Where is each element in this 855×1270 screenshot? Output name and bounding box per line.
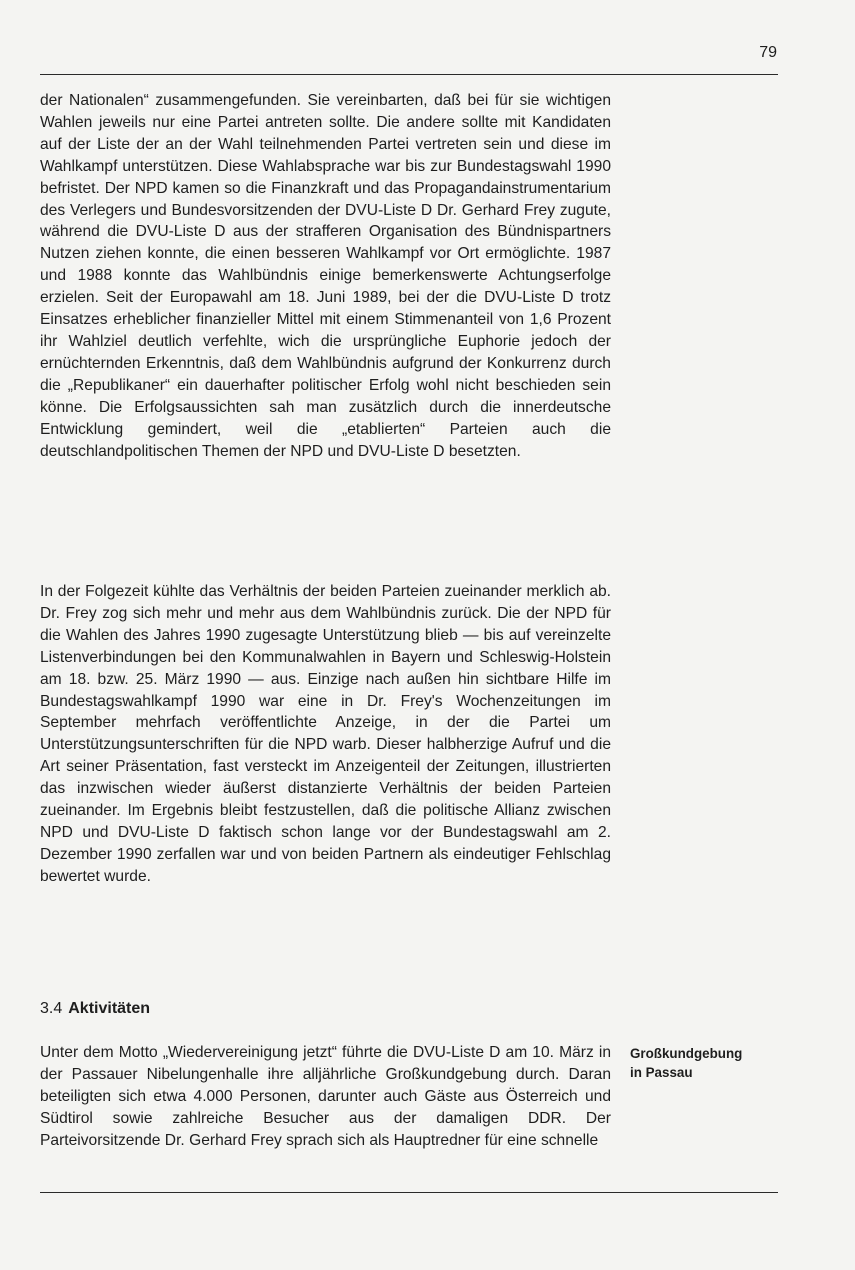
paragraph-text: Unter dem Motto „Wiedervereinigung jetzt“ führte die DVU-Liste D am 10. März in der Passauer Nibelungenhalle ihre alljährliche Großkundgebung durch. Daran beteiligten sich etwa 4.000 Personen, darunter auch Gäste aus Österreich und Südtirol sowie zahlreiche Besucher aus der damaligen DDR. Der Parteivorsitzende Dr. Gerhard Frey sprach sich als Hauptredner für eine schnelle (40, 1044, 611, 1149)
page-number: 79 (759, 44, 777, 61)
margin-note-line-1: Großkundgebung (630, 1046, 743, 1061)
margin-note (630, 1044, 790, 1082)
section-number: 3.4 (40, 1000, 63, 1017)
body-paragraph-3 (40, 1042, 611, 1152)
paragraph-text: In der Folgezeit kühlte das Verhältnis der beiden Parteien zueinander merklich ab. Dr. Frey zog sich mehr und mehr aus dem Wahlbündnis zurück. Die der NPD für die Wahlen des Jahres 1990 zugesagte Unterstützung blieb — bis auf vereinzelte Listenverbindungen bei den Kommunalwahlen in Bayern und Schleswig-Holstein am 18. bzw. 25. März 1990 — aus. Einzige nach außen hin sichtbare Hilfe im Bundestagswahlkampf 1990 war eine in Dr. Frey's Wochenzeitungen im September mehrfach veröffentlichte Anzeige, in der die Partei um Unterstützungsunterschriften für die NPD warb. Dieser halbherzige Aufruf und die Art seiner Präsentation, fast versteckt im Anzeigenteil der Zeitungen, illustrierten das inzwischen wieder äußerst distanzierte Verhältnis der beiden Parteien zueinander. Im Ergebnis bleibt festzustellen, daß die politische Allianz zwischen NPD und DVU-Liste D faktisch schon lange vor der Bundestagswahl am 2. Dezember 1990 zerfallen war und von beiden Partnern als eindeutiger Fehlschlag bewertet wurde. (40, 583, 611, 885)
section-title: Aktivitäten (68, 1000, 151, 1017)
footer-rule (40, 1192, 778, 1193)
section-heading (40, 1000, 150, 1018)
margin-note-line-2: in Passau (630, 1065, 693, 1080)
body-paragraph-1 (40, 90, 611, 462)
body-paragraph-2 (40, 581, 611, 888)
paragraph-text: der Nationalen“ zusammengefunden. Sie vereinbarten, daß bei für sie wichtigen Wahlen jeweils nur eine Partei antreten sollte. Die andere sollte mit Kandidaten auf der Liste der an der Wahl teilnehmenden Partei vertreten sein und diese im Wahlkampf unterstützen. Diese Wahlabsprache war bis zur Bundestagswahl 1990 befristet. Der NPD kamen so die Finanzkraft und das Propagandainstrumentarium des Verlegers und Bundesvorsitzenden der DVU-Liste D Dr. Gerhard Frey zugute, während die DVU-Liste D aus der strafferen Organisation des Bündnispartners Nutzen ziehen konnte, die einen besseren Wahlkampf vor Ort ermöglichte. 1987 und 1988 konnte das Wahlbündnis einige bemerkenswerte Achtungserfolge erzielen. Seit der Europawahl am 18. Juni 1989, bei der die DVU-Liste D trotz Einsatzes erheblicher finanzieller Mittel mit einem Stimmenanteil von 1,6 Prozent ihr Wahlziel deutlich verfehlte, wich die ursprüngliche Euphorie jedoch der ernüchternden Erkenntnis, daß dem Wahlbündnis aufgrund der Konkurrenz durch die „Republikaner“ ein dauerhafter politischer Erfolg wohl nicht beschieden sein könne. Die Erfolgsaussichten sah man zusätzlich durch die innerdeutsche Entwicklung gemindert, weil die „etablierten“ Parteien auch die deutschlandpolitischen Themen der NPD und DVU-Liste D besetzten. (40, 92, 611, 460)
header-rule (40, 74, 778, 75)
